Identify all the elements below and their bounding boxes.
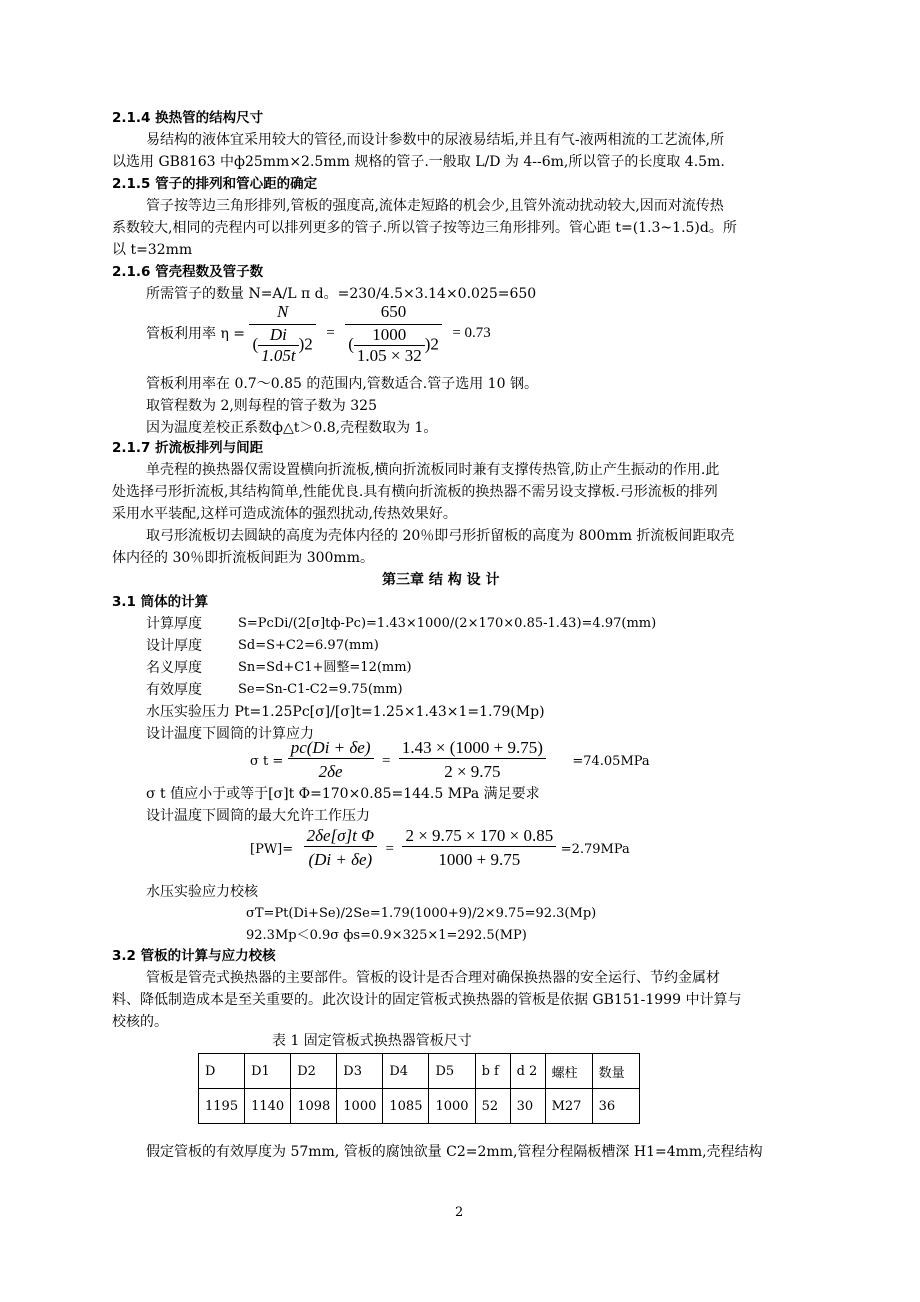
table-header-row [199,1054,640,1089]
paragraph-line: 易结构的液体宜采用较大的管径,而设计参数中的尿液易结垢,并且有气-液两相流的工艺流体,所 [146,132,725,148]
eta-label: 管板利用率 η = [146,326,246,342]
paragraph-line: 所需管子的数量 N=A/L π d。=230/4.5×3.14×0.025=650 [146,286,537,302]
section-heading-3-1: 3.1 筒体的计算 [112,594,209,610]
paragraph-line: 单壳程的换热器仅需设置横向折流板,横向折流板同时兼有支撑传热管,防止产生振动的作用.此 [146,462,720,478]
table-cell: 1098 [291,1089,337,1124]
paragraph-line: σT=Pt(Di+Se)/2Se=1.79(1000+9)/2×9.75=92.3(Mp) [246,906,597,921]
paragraph-line: 系数较大,相同的壳程内可以排列更多的管子.所以管子按等边三角形排列。管心距 t=(1.3~1.5)d。所 [112,220,737,236]
section-heading-2-1-5: 2.1.5 管子的排列和管心距的确定 [112,176,318,192]
table-header-cell: b f [475,1054,510,1089]
table-cell: 30 [510,1089,545,1124]
paragraph-line: 取弓形流板切去圆缺的高度为壳体内径的 20％即弓形折留板的高度为 800mm 折流板间距取壳 [146,528,735,544]
row-value: Sn=Sd+C1+圆整=12(mm) [238,660,412,675]
table-header-cell: D1 [245,1054,291,1089]
row-label: 有效厚度 [146,682,202,698]
paragraph-line: σ t 值应小于或等于[σ]t Φ=170×0.85=144.5 MPa 满足要求 [146,786,540,802]
paragraph-line: 设计温度下圆筒的计算应力 [146,726,314,742]
table-header-cell: 螺柱 [545,1054,592,1089]
section-heading-2-1-6: 2.1.6 管壳程数及管子数 [112,264,264,280]
table-caption: 表 1 固定管板式换热器管板尺寸 [272,1033,472,1049]
paragraph-line: 92.3Mp＜0.9σ фs=0.9×325×1=292.5(MP) [246,928,527,943]
table-cell: 1085 [383,1089,429,1124]
paragraph-line: 以选用 GB8163 中ф25mm×2.5mm 规格的管子.一般取 L/D 为 4--6m,所以管子的长度取 4.5m. [112,154,725,170]
table-header-cell: D3 [337,1054,383,1089]
row-label: 名义厚度 [146,660,202,676]
paragraph-line: 处选择弓形折流板,其结构简单,性能优良.具有横向折流板的换热器不需另设支撑板.弓形流板的排列 [112,484,718,500]
paragraph-line: 因为温度差校正系数ф△t＞0.8,壳程数取为 1。 [146,420,438,436]
paragraph-line: 取管程数为 2,则每程的管子数为 325 [146,398,377,414]
inner-fraction: $\frac{Di}{1.05t}$ [258,325,298,366]
paragraph-line: 校核的。 [112,1014,168,1030]
paragraph-line: 管板利用率在 0.7～0.85 的范围内,管数适合.管子选用 10 钢。 [146,376,538,392]
table-header-cell: D5 [429,1054,475,1089]
paragraph-line: 以 t=32mm [112,242,193,258]
table-cell: 36 [592,1089,639,1124]
chapter-title: 第三章 结 构 设 计 [382,572,500,588]
section-heading-3-2: 3.2 管板的计算与应力校核 [112,948,276,964]
table-header-cell: d 2 [510,1054,545,1089]
table-header-cell: D4 [383,1054,429,1089]
table-cell: M27 [545,1089,592,1124]
paragraph-line: 体内径的 30％即折流板间距为 300mm。 [112,550,374,566]
table-header-cell: D2 [291,1054,337,1089]
numerator: 650 [345,300,442,325]
table-header-cell: D [199,1054,245,1089]
paragraph-line: 管子按等边三角形排列,管板的强度高,流体走短路的机会少,且管外流动扰动较大,因而对流传热 [146,198,724,214]
numerator: N [249,300,315,325]
row-value: Sd=S+C2=6.97(mm) [238,638,379,653]
max-working-pressure-formula: [PW]= $\frac{\text{2δe[σ]t Φ}}{(Di + \delta e)}$ = $\frac{2 \times 9.75 \times 170 \times 0.85}{1000 + 9.75}$ =2.79MPa [250,826,630,869]
table-cell: 1140 [245,1089,291,1124]
tube-plate-utilization-formula: 管板利用率 η = N ( $\frac{Di}{1.05t}$ )2 = 650 ( $\frac{1000}{1.05 \times 32}$ )2 = 0.73 [146,302,491,365]
table-header-cell: 数量 [592,1054,639,1089]
section-heading-2-1-4: 2.1.4 换热管的结构尺寸 [112,110,264,126]
paragraph-line: 管板是管壳式换热器的主要部件。管板的设计是否合理对确保换热器的安全运行、节约金属材 [146,970,720,986]
circumferential-stress-formula: σ t = $\frac{pc(Di + \delta e)}{2\delta e}$ = $\frac{1.43 \times (1000 + 9.75)}{2 \times 9.75}$ =74.05MPa [250,738,650,781]
row-value: Se=Sn-C1-C2=9.75(mm) [238,682,403,697]
fraction [249,300,315,366]
section-heading-2-1-7: 2.1.7 折流板排列与间距 [112,440,264,456]
inner-fraction: $\frac{1000}{1.05 \times 32}$ [354,325,425,366]
table-cell: 1000 [429,1089,475,1124]
table-row [199,1089,640,1124]
tube-plate-dimensions-table [198,1053,640,1124]
paragraph-line: 采用水平装配,这样可造成流体的强烈扰动,传热效果好。 [112,506,457,522]
paragraph-line: 水压实验压力 Pt=1.25Pc[σ]/[σ]t=1.25×1.43×1=1.79(Mp) [146,704,545,720]
table-cell: 1195 [199,1089,245,1124]
paragraph-line: 水压实验应力校核 [146,884,258,900]
denominator: ( $\frac{Di}{1.05t}$ )2 [252,325,313,365]
table-cell: 52 [475,1089,510,1124]
denominator: ( $\frac{1000}{1.05 \times 32}$ )2 [348,325,439,365]
fraction [345,300,442,366]
paragraph-line: 料、降低制造成本是至关重要的。此次设计的固定管板式换热器的管板是依据 GB151-1999 中计算与 [112,992,742,1008]
row-label: 计算厚度 [146,616,202,632]
page-number: 2 [455,1205,464,1220]
row-label: 设计厚度 [146,638,202,654]
table-cell: 1000 [337,1089,383,1124]
row-value: S=PcDi/(2[σ]tф-Pc)=1.43×1000/(2×170×0.85-1.43)=4.97(mm) [238,616,657,631]
paragraph-line: 设计温度下圆筒的最大允许工作压力 [146,808,370,824]
paragraph-line: 假定管板的有效厚度为 57mm, 管板的腐蚀欲量 C2=2mm,管程分程隔板槽深 H1=4mm,壳程结构 [146,1144,763,1160]
